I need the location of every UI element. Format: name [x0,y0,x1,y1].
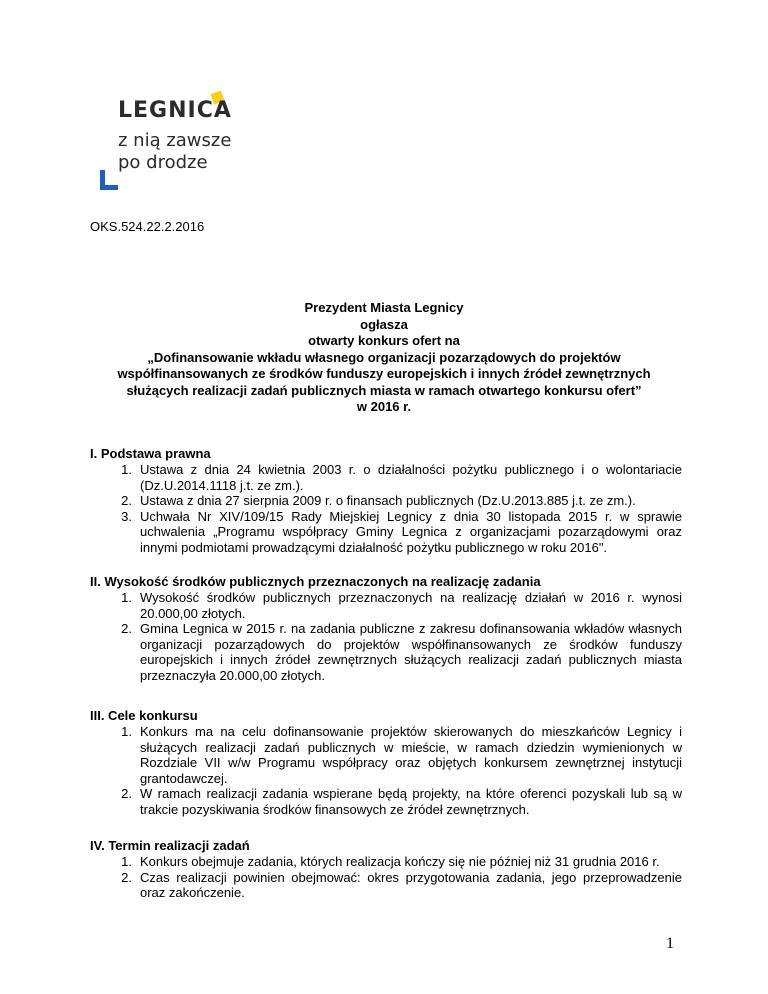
list-item-number: 2. [121,621,132,637]
heading-line: „Dofinansowanie wkładu własnego organizacji pozarządowych do projektów [147,349,621,365]
list-item [90,870,682,901]
list-item [90,462,682,493]
section-contest-goals [90,708,682,818]
list-item-text: Konkurs obejmuje zadania, których realizacja kończy się nie później niż 31 grudnia 2016 r. [140,854,660,869]
section-implementation-deadline [90,838,682,901]
list-item [90,621,682,683]
list-item [90,590,682,621]
section-title: II. Wysokość środków publicznych przeznaczonych na realizację zadania [90,574,541,589]
list-item-text: Gmina Legnica w 2015 r. na zadania publiczne z zakresu dofinansowania wkładów własnych organizacji pozarządowych do projektów współfinansowanych ze środków funduszy europejskich i innych źródeł zewnętrznych służących realizacji zadań publicznych miasta przeznaczyła 20.000,00 złotych. [140,621,682,683]
legnica-logo [100,92,240,192]
list-item-number: 2. [121,493,132,509]
list-item-number: 1. [121,854,132,869]
list-item-text: Ustawa z dnia 24 kwietnia 2003 r. o działalności pożytku publicznego i o wolontariacie (Dz.U.2014.1118 j.t. ze zm.). [140,462,682,493]
list-item-number: 1. [121,462,132,477]
list-item [90,509,682,556]
logo-wordmark: LEGNICA [118,98,232,123]
logo-blue-corner-horizontal [100,185,118,190]
list-item-text: Czas realizacji powinien obejmować: okres przygotowania zadania, jego przeprowadzenie oraz zakończenie. [140,869,682,901]
list-item-number: 1. [121,724,132,739]
logo-tagline-1: z nią zawsze [118,130,232,151]
section-title: IV. Termin realizacji zadań [90,838,250,853]
list-item [90,854,682,870]
document-reference-number: OKS.524.22.2.2016 [90,219,205,234]
list-item-number: 2. [121,786,132,802]
heading-line: w 2016 r. [356,399,412,414]
page-number: 1 [666,935,674,952]
list-item-number: 3. [121,508,132,524]
list-item-text: Wysokość środków publicznych przeznaczonych na realizację działań w 2016 r. wynosi 20.000,00 złotych. [140,590,682,621]
list-item-text: W ramach realizacji zadania wspierane będą projekty, na które oferenci pozyskali lub są w trakcie pozyskiwania środków finansowych ze źródeł zewnętrznych. [140,786,682,817]
heading-line: Prezydent Miasta Legnicy [304,300,464,315]
section-funding-amount [90,574,682,684]
list-item-number: 2. [121,869,132,885]
announcement-heading [90,300,678,416]
section-title: I. Podstawa prawna [90,446,211,461]
list-item-text: Ustawa z dnia 27 sierpnia 2009 r. o finansach publicznych (Dz.U.2013.885 j.t. ze zm.). [140,493,636,509]
section-title: III. Cele konkursu [90,708,198,723]
list-item-text: Konkurs ma na celu dofinansowanie projektów skierowanych do mieszkańców Legnicy i służących realizacji zadań publicznych w mieście, w ramach dziedzin wymienionych w Rozdziale VII w/w Programu współpracy oraz objętych konkursem zewnętrznej instytucji grantodawczej. [140,724,682,786]
list-item [90,493,682,509]
heading-line: służących realizacji zadań publicznych miasta w ramach otwartego konkursu ofert” [126,382,642,398]
list-item-text: Uchwała Nr XIV/109/15 Rady Miejskiej Legnicy z dnia 30 listopada 2015 r. w sprawie uchwalenia „Programu współpracy Gminy Legnica z organizacjami pozarządowymi oraz innymi podmiotami prowadzącymi działalność pożytku publicznego w roku 2016". [140,508,682,555]
heading-line: ogłasza [360,316,408,332]
heading-line: otwarty konkurs ofert na [308,333,460,348]
logo-tagline-2: po drodze [118,152,208,173]
list-item [90,724,682,786]
heading-line: współfinansowanych ze środków funduszy europejskich i innych źródeł zewnętrznych [117,366,651,381]
section-legal-basis [90,446,682,556]
list-item [90,786,682,817]
list-item-number: 1. [121,590,132,605]
